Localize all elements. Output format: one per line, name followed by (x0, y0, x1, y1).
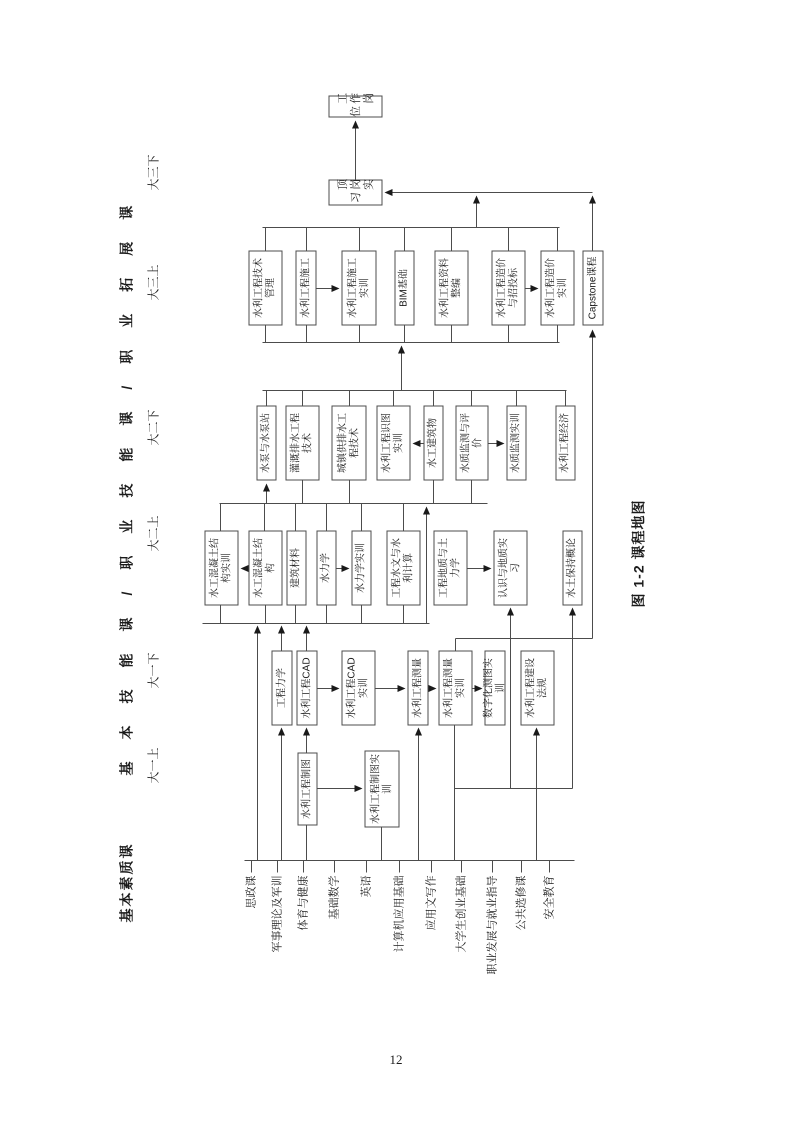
semester-label: 大二上 (146, 515, 161, 552)
course-box: 水利工程经济 (556, 406, 576, 481)
basic-course-label: 职业发展与就业指导 (486, 875, 499, 975)
course-box: 认识与地质实习 (494, 531, 528, 606)
section-title-basic: 基本素质课 (118, 842, 135, 923)
page-number: 12 (389, 1052, 403, 1067)
internship-box: 顶岗实习 (329, 180, 383, 206)
basic-course-label: 英语 (360, 875, 373, 898)
course-box: 水利工程测量 (408, 651, 429, 726)
course-box: 水利工程识图实训 (377, 406, 411, 481)
basic-course-label: 基础数学 (328, 875, 341, 920)
basic-course-label: 计算机应用基础 (393, 875, 406, 953)
basic-course-label: 思政课 (245, 875, 258, 909)
basic-course-label: 安全教育 (543, 875, 556, 920)
course-box: 水力学 (317, 531, 337, 606)
course-box: 水利工程造价实训 (541, 251, 575, 326)
figure-caption: 图 1-2 课程地图 (630, 499, 647, 608)
section-title-skills: 基本技能课/职业技能课/职业拓展课 (118, 183, 135, 776)
course-box: 水利工程资料整编 (435, 251, 469, 326)
course-box: 水工混凝土结构实训 (205, 531, 239, 606)
basic-course-label: 公共选修课 (515, 875, 528, 931)
course-map-figure (115, 71, 690, 991)
job-box: 工作岗位 (329, 96, 383, 118)
course-box: 水利工程建设法规 (521, 651, 555, 726)
course-box: 城镇供排水工程技术 (332, 406, 367, 481)
course-box: 水质监测与评价 (456, 406, 489, 481)
semester-label: 大一上 (146, 747, 161, 784)
course-box: 水利工程施工实训 (342, 251, 377, 326)
course-box: 水利工程CAD实训 (342, 651, 376, 726)
course-box: 水利工程技术管理 (249, 251, 283, 326)
course-box: 水泵与水泵站 (257, 406, 277, 481)
course-box: 水利工程制图 (298, 753, 318, 826)
course-box: 水利工程测量实训 (439, 651, 473, 726)
course-box: 数字化测图实训 (485, 651, 506, 726)
course-box: 水工建筑物 (424, 406, 444, 481)
course-box: 灌溉排水工程技术 (286, 406, 320, 481)
semester-label: 大三下 (146, 154, 161, 191)
course-box: 水利工程造价与招投标 (492, 251, 526, 326)
course-box: 建筑材料 (287, 531, 307, 606)
course-box: BIM基础 (395, 251, 415, 326)
course-box: 工程水文与水利计算 (387, 531, 421, 606)
basic-course-label: 体育与健康 (297, 875, 310, 931)
basic-course-label: 大学生创业基础 (455, 875, 468, 953)
course-box: 水土保持概论 (563, 531, 583, 606)
semester-label: 大二下 (146, 409, 161, 446)
course-box: Capstone课程 (583, 251, 604, 326)
course-box: 水利工程施工 (296, 251, 317, 326)
course-box: 水利工程制图实训 (365, 751, 400, 828)
course-box: 水利工程CAD (297, 651, 318, 726)
course-box: 水工混凝土结构 (249, 531, 283, 606)
semester-label: 大一下 (146, 652, 161, 689)
basic-course-label: 应用文写作 (425, 875, 438, 931)
semester-label: 大三上 (146, 264, 161, 301)
course-box: 水力学实训 (352, 531, 372, 606)
basic-course-label: 军事理论及军训 (271, 875, 284, 953)
course-box: 工程力学 (272, 651, 293, 726)
course-box: 水质监测实训 (507, 406, 527, 481)
course-box: 工程地质与土力学 (434, 531, 468, 606)
